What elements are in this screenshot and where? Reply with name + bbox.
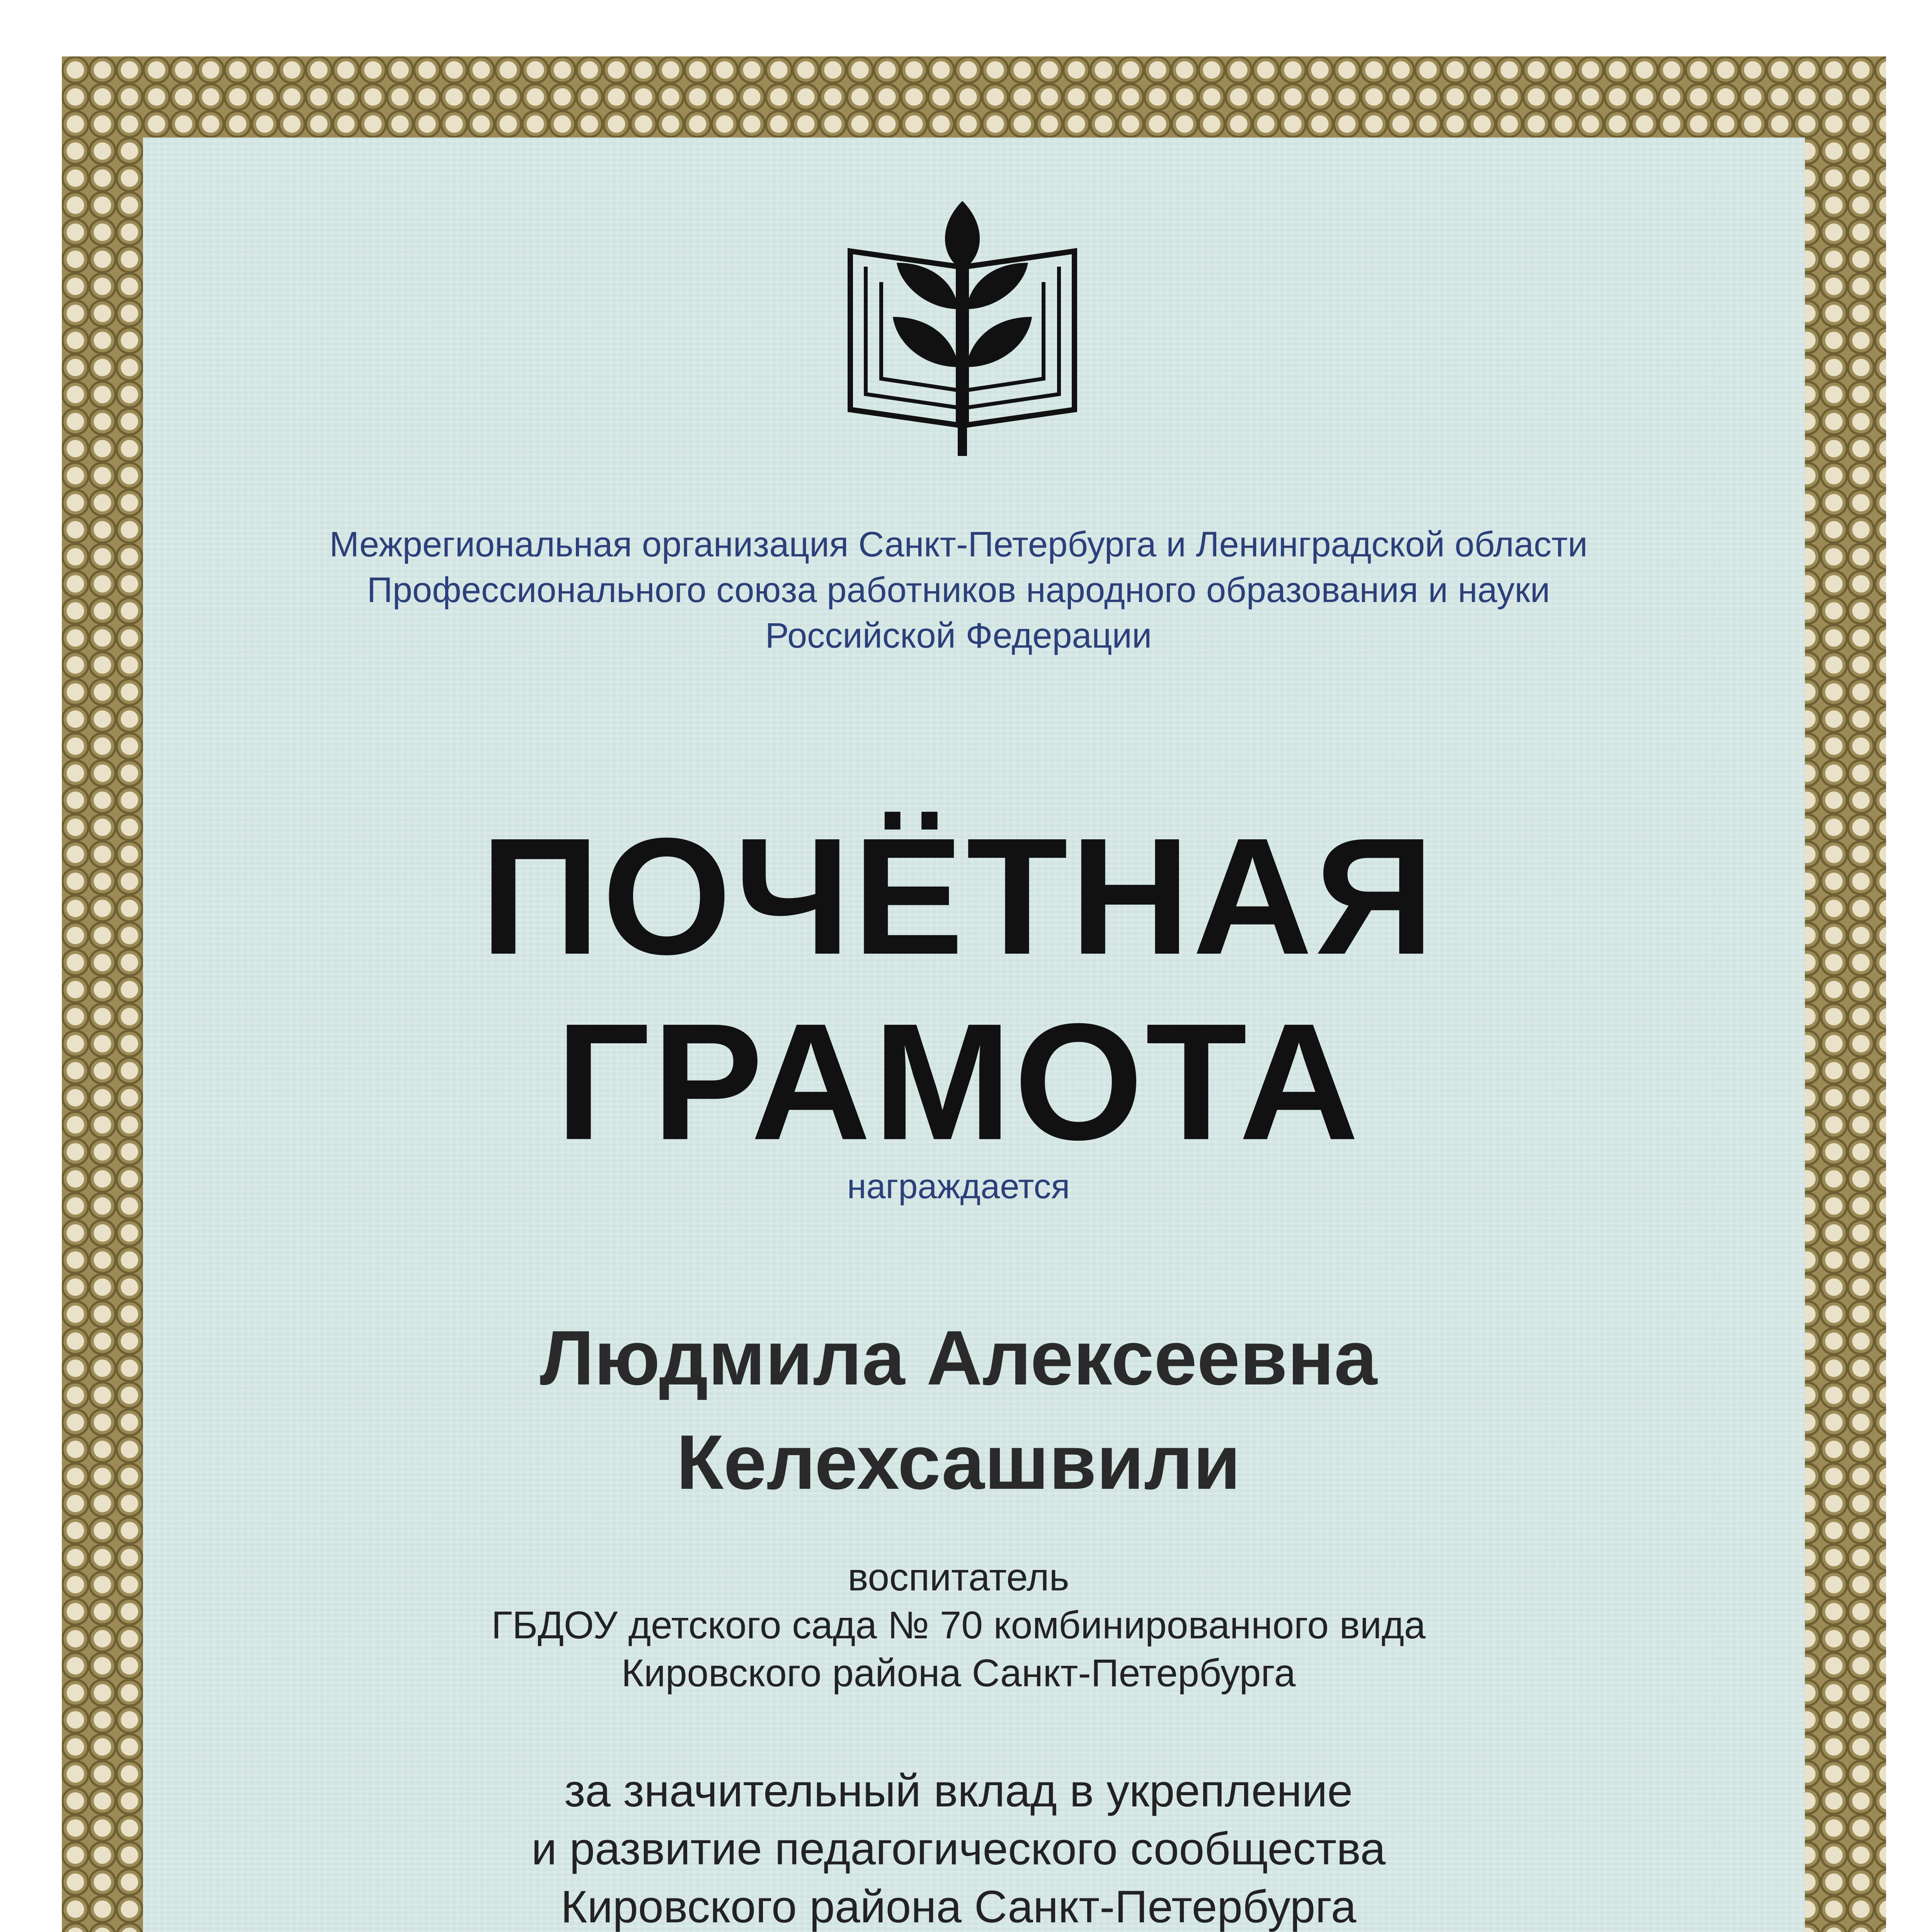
awarded-text: награждается bbox=[847, 1167, 1070, 1206]
reason-line-2: и развитие педагогического сообщества bbox=[531, 1823, 1386, 1874]
reason-line-3: Кировского района Санкт-Петербурга bbox=[560, 1881, 1357, 1932]
organization-line-2: Профессионального союза работников народного образования и науки bbox=[367, 570, 1550, 610]
position-line-1: воспитатель bbox=[848, 1556, 1069, 1599]
reason-line-1: за значительный вклад в укрепление bbox=[564, 1765, 1353, 1816]
title-line-1: ПОЧЁТНАЯ bbox=[480, 804, 1437, 989]
organization-line-3: Российской Федерации bbox=[765, 616, 1152, 655]
position-line-2: ГБДОУ детского сада № 70 комбинированного вида bbox=[491, 1604, 1426, 1647]
award-reason bbox=[128, 1762, 1789, 1932]
certificate-title bbox=[128, 804, 1789, 1175]
position-line-3: Кировского района Санкт-Петербурга bbox=[621, 1651, 1296, 1695]
recipient-name-line-2: Келехсашвили bbox=[676, 1419, 1241, 1505]
organization-name bbox=[128, 522, 1789, 658]
recipient-name bbox=[128, 1306, 1789, 1515]
recipient-position bbox=[128, 1553, 1789, 1697]
organization-line-1: Межрегиональная организация Санкт-Петербурга и Ленинградской области bbox=[329, 525, 1588, 564]
recipient-name-line-1: Людмила Алексеевна bbox=[540, 1315, 1377, 1401]
union-logo-icon bbox=[843, 193, 1082, 456]
title-line-2: ГРАМОТА bbox=[555, 989, 1362, 1175]
